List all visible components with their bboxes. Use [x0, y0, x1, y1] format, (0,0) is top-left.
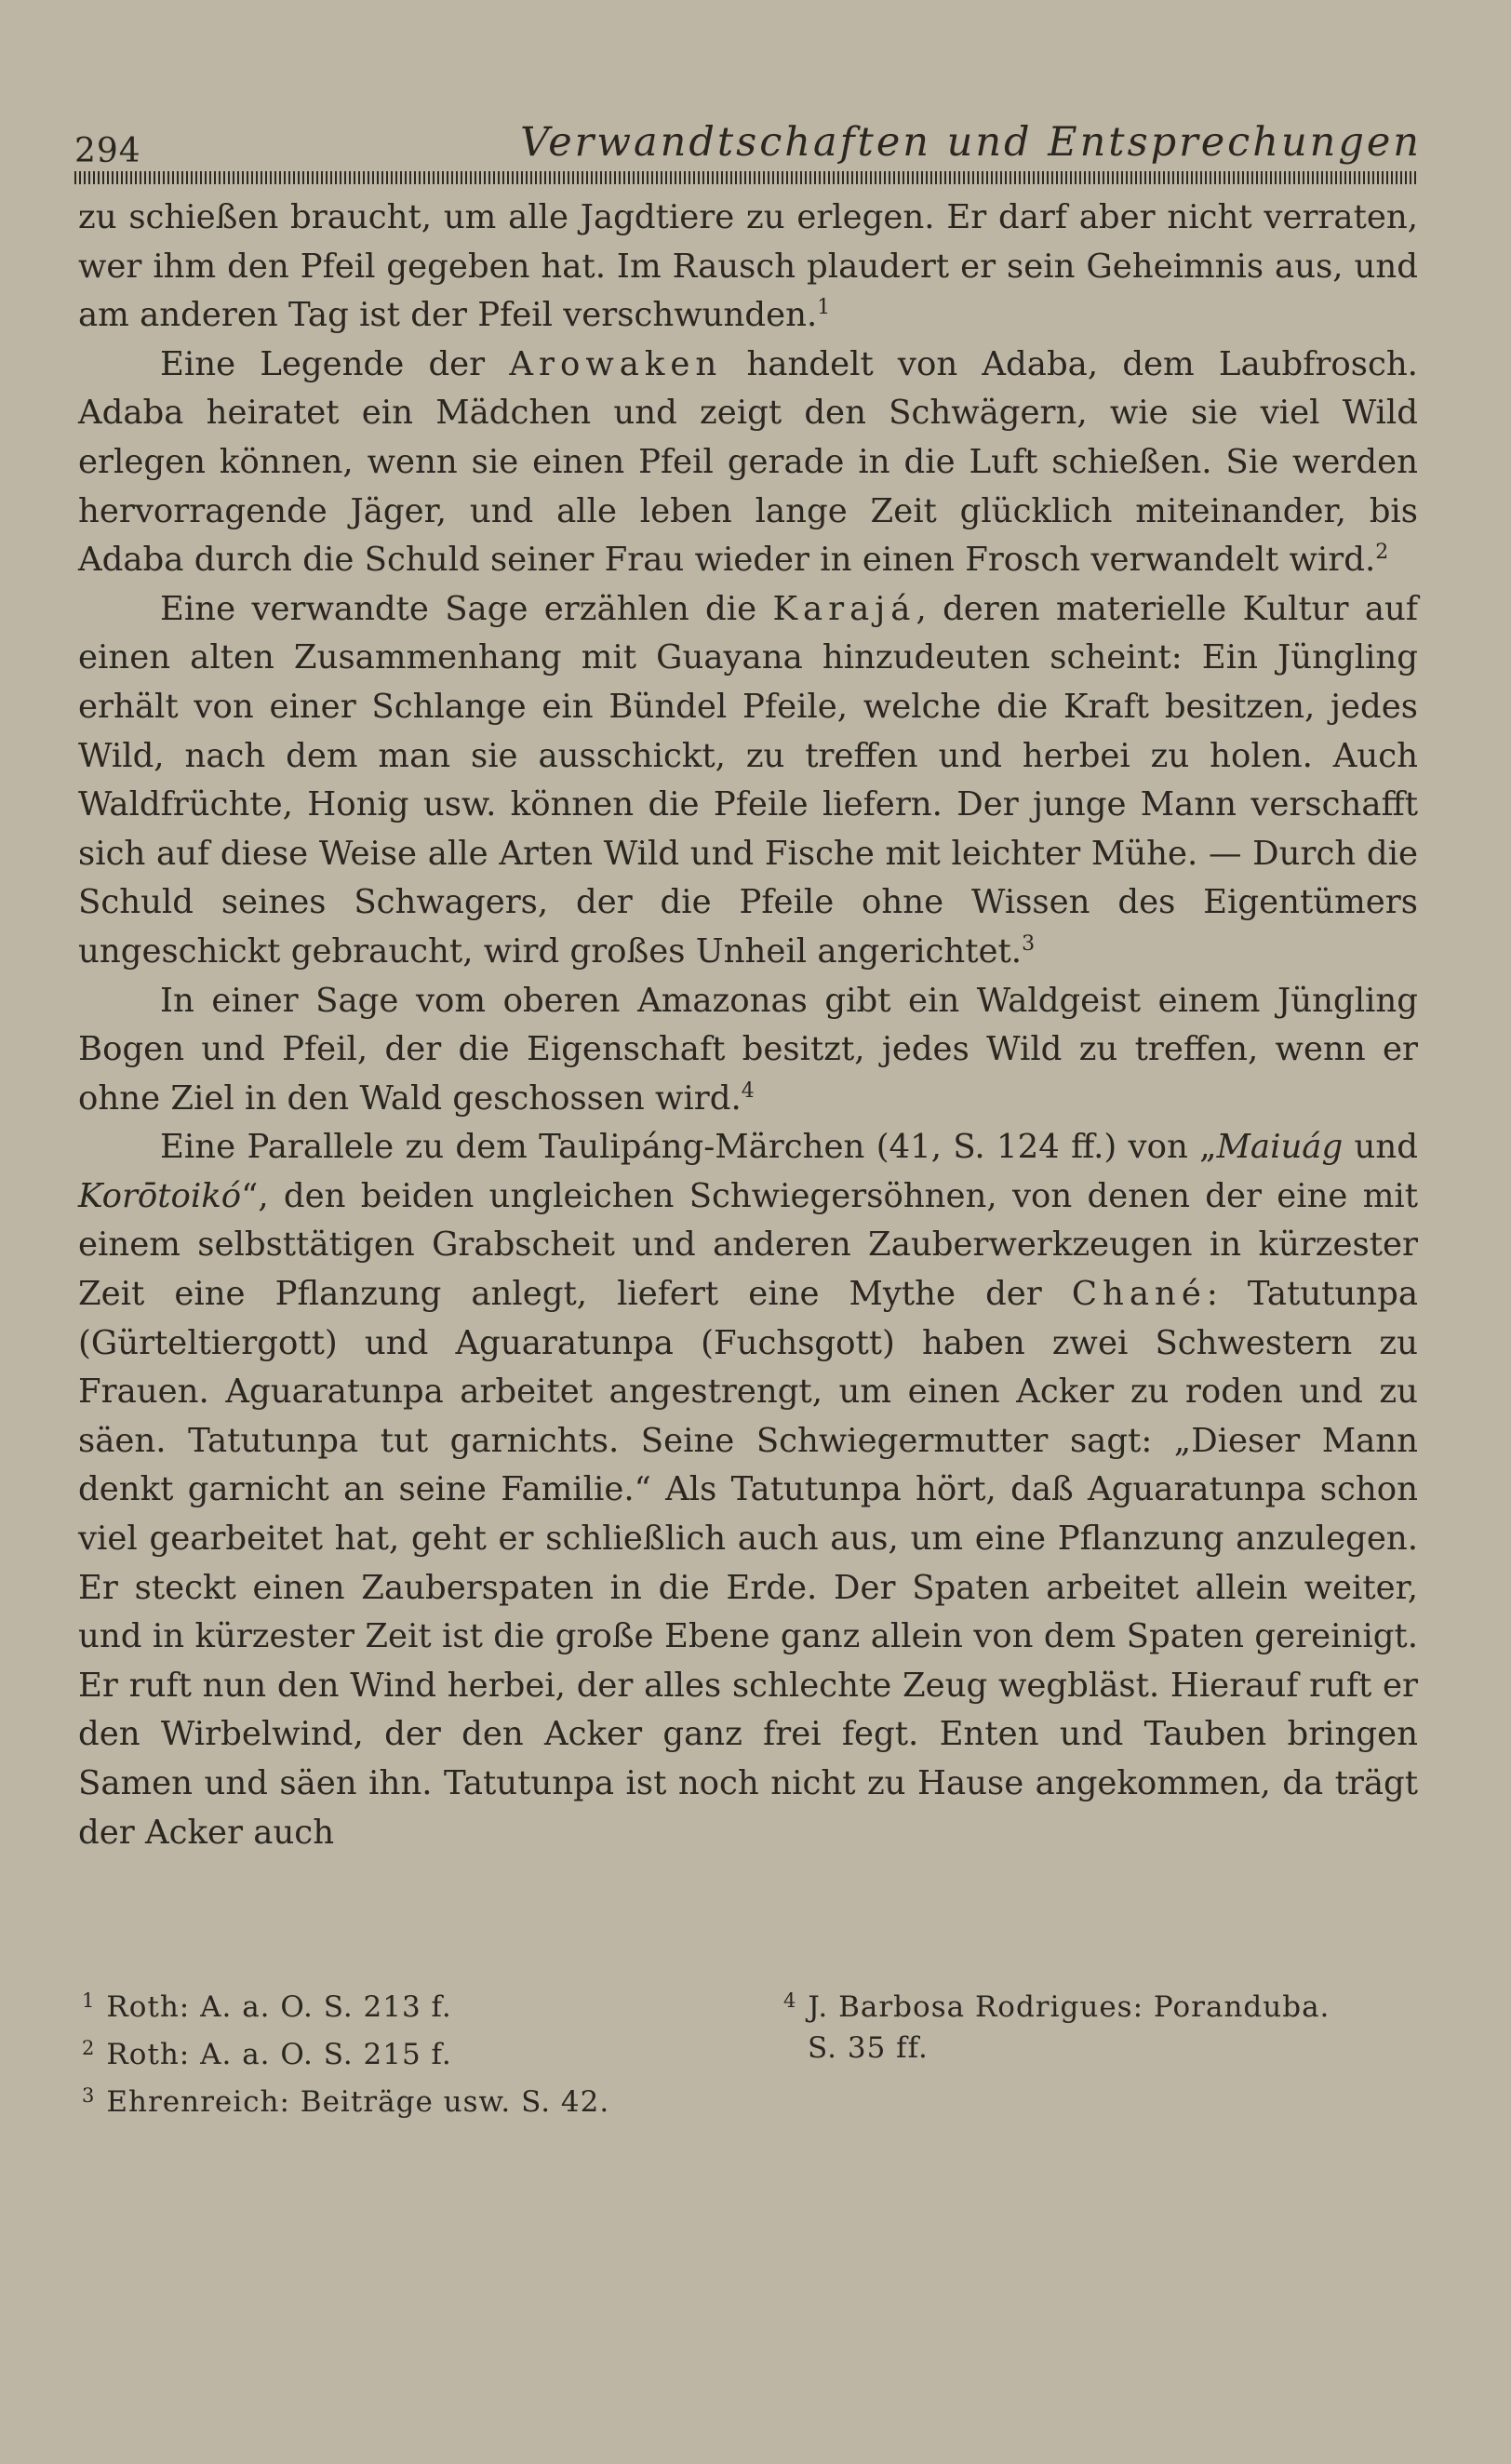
footnote-text-2: Roth: A. a. O. S. 215 f.	[106, 2038, 452, 2071]
footnote-3	[82, 2075, 770, 2123]
footnote-ref-4: 4	[741, 1078, 755, 1103]
paragraph-5-text-d: : Tatutunpa (Gürteltiergott) und Aguaratunpa (Fuchsgott) haben zwei Schwestern zu Frauen. Aguaratunpa arbeitet angestrengt, um einen Acker zu roden und zu säen. Tatutunpa tut garnichts. Seine Schwiegermutter sagt: „Dieser Mann denkt garnicht an seine Familie.“ Als Tatutunpa hört, daß Aguaratunpa schon viel gearbeitet hat, geht er schließlich auch aus, um eine Pflanzung anzulegen. Er steckt einen Zauberspaten in die Erde. Der Spaten arbeitet allein weiter, und in kürzester Zeit ist die große Ebene ganz allein von dem Spaten gereinigt. Er ruft nun den Wind herbei, der alles schlechte Zeug wegbläst. Hierauf ruft er den Wirbelwind, der den Acker ganz frei fegt. Enten und Tauben bringen Samen und säen ihn. Tatutunpa ist noch nicht zu Hause angekommen, da trägt der Acker auch	[78, 1275, 1418, 1852]
people-name-karaja: Karajá	[772, 589, 916, 628]
footnote-text-1: Roth: A. a. O. S. 213 f.	[106, 1990, 452, 2024]
tale-name-maiuag: Maiuág	[1216, 1128, 1344, 1167]
paragraph-4-text: In einer Sage vom oberen Amazonas gibt ein Waldgeist einem Jüngling Bogen und Pfeil, der die Eigenschaft besitzt, jedes Wild zu treffen, wenn er ohne Ziel in den Wald geschossen wird.	[78, 981, 1418, 1118]
footnote-mark-1: 1	[82, 1989, 96, 2012]
footnotes-right-column	[783, 1980, 1435, 2069]
people-name-chane: Chané	[1071, 1275, 1207, 1314]
paragraph-1	[78, 194, 1418, 341]
footnote-1	[82, 1980, 770, 2028]
footnote-2	[82, 2028, 770, 2075]
footnote-4-continuation: S. 35 ff.	[808, 2031, 929, 2065]
paragraph-4	[78, 977, 1418, 1124]
footnotes-left-column	[82, 1980, 770, 2123]
footnote-ref-3: 3	[1022, 931, 1036, 956]
footnote-mark-3: 3	[82, 2084, 96, 2107]
paragraph-5-text-a: Eine Parallele zu dem Taulipáng-Märchen (41, S. 124 ff.) von „	[160, 1128, 1217, 1167]
paragraph-3	[78, 585, 1418, 977]
paragraph-3-text-a: Eine verwandte Sage erzählen die	[160, 589, 757, 628]
footnote-mark-2: 2	[82, 2037, 96, 2059]
paragraph-2-text-b: handelt von Adaba, dem Laubfrosch. Adaba heiratet ein Mädchen und zeigt den Schwägern, wie sie viel Wild erlegen können, wenn sie einen Pfeil gerade in die Luft schießen. Sie werden hervorragende Jäger, und alle leben lange Zeit glücklich miteinander, bis Adaba durch die Schuld seiner Frau wieder in einen Frosch verwandelt wird.	[78, 344, 1418, 580]
running-title: Verwandtschaften und Entsprechungen	[520, 119, 1422, 166]
page-header	[74, 119, 1422, 171]
tale-name-korotoiko: Korōtoikó	[78, 1176, 242, 1215]
footnote-text-4: J. Barbosa Rodrigues: Poranduba.	[808, 1990, 1330, 2024]
body-text	[78, 194, 1418, 1857]
footnote-ref-1: 1	[817, 296, 831, 320]
footnote-ref-2: 2	[1375, 541, 1389, 565]
paragraph-2	[78, 341, 1418, 585]
paragraph-2-text-a: Eine Legende der	[160, 344, 486, 383]
footnote-mark-4: 4	[783, 1989, 797, 2012]
paragraph-5-text-b: und	[1343, 1128, 1418, 1167]
paragraph-3-text-b: , deren materielle Kultur auf einen alten Zusammenhang mit Guayana hinzudeuten scheint: Ein Jüngling erhält von einer Schlange ein Bündel Pfeile, welche die Kraft besitzen, jedes Wild, nach dem man sie ausschickt, zu treffen und herbei zu holen. Auch Waldfrüchte, Honig usw. können die Pfeile liefern. Der junge Mann verschafft sich auf diese Weise alle Arten Wild und Fische mit leichter Mühe. — Durch die Schuld seines Schwagers, der die Pfeile ohne Wissen des Eigentümers ungeschickt gebraucht, wird großes Unheil angerichtet.	[78, 589, 1419, 971]
header-rule	[74, 171, 1416, 184]
paragraph-1-text: zu schießen braucht, um alle Jagdtiere zu erlegen. Er darf aber nicht verraten, wer ihm den Pfeil gegeben hat. Im Rausch plaudert er sein Geheimnis aus, und am anderen Tag ist der Pfeil verschwunden.	[78, 198, 1418, 335]
footnote-4	[783, 1980, 1435, 2028]
footnote-text-3: Ehrenreich: Beiträge usw. S. 42.	[106, 2085, 610, 2119]
page-number: 294	[74, 132, 141, 170]
paragraph-5-text-c: “, den beiden ungleichen Schwiegersöhnen, von denen der eine mit einem selbsttätigen Grabscheit und anderen Zauberwerkzeugen in kürzester Zeit eine Pflanzung anlegt, liefert eine Mythe der	[78, 1176, 1418, 1314]
people-name-arowaken: Arowaken	[509, 344, 723, 383]
paragraph-5	[78, 1123, 1418, 1857]
